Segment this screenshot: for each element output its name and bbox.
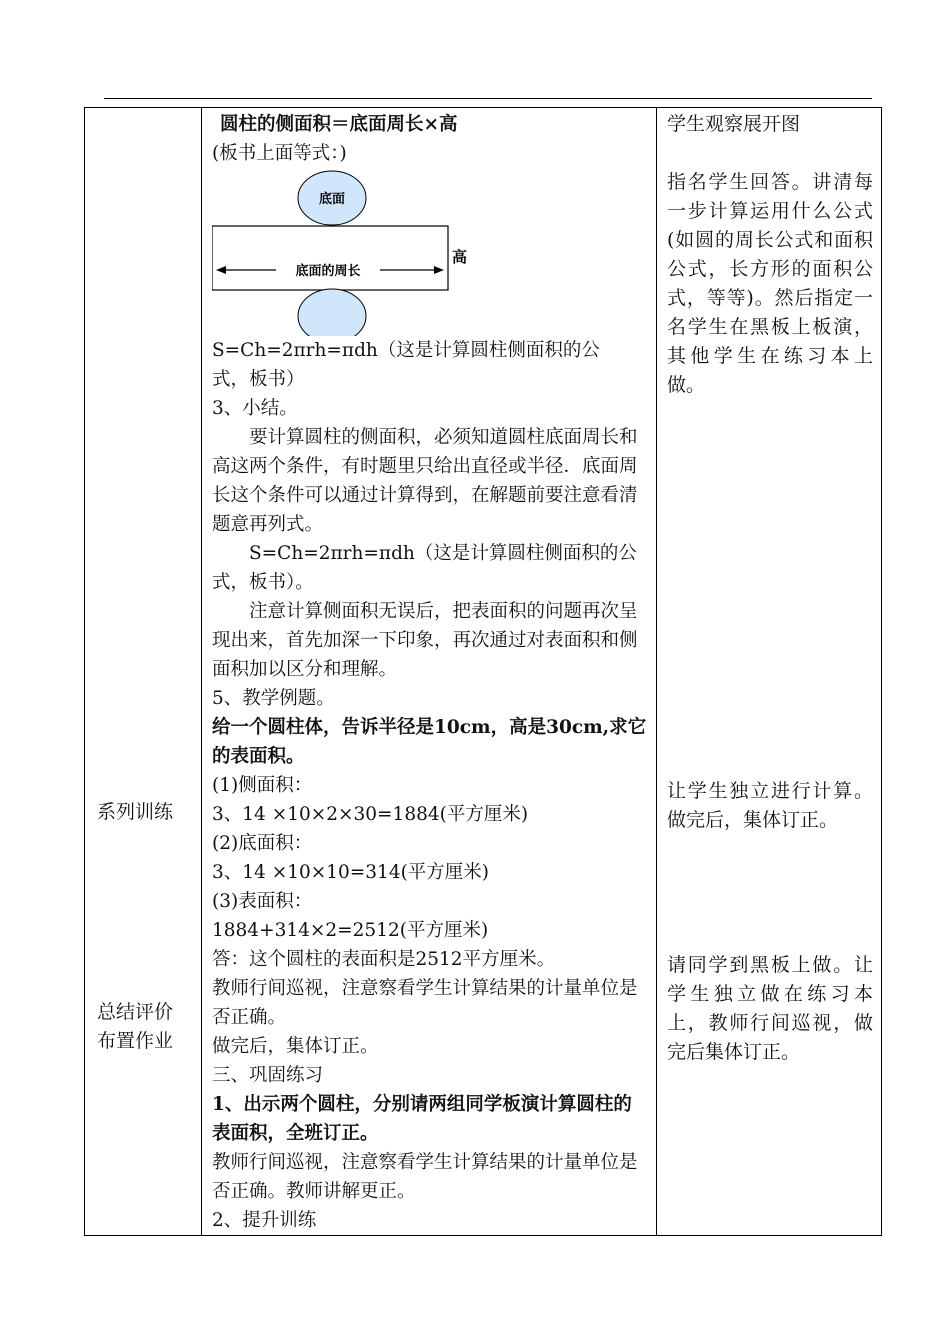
- summary-heading: 3、小结。: [212, 398, 298, 419]
- lesson-table: [84, 107, 882, 1236]
- activity-note-3: 让学生独立进行计算。做完后，集体订正。: [667, 780, 873, 831]
- activity-note-1: 学生观察展开图: [667, 113, 801, 135]
- stage-label-homework: 布置作业: [97, 1030, 174, 1052]
- activity-note-4: 请同学到黑板上做。让学生独立做在练习本上，教师行间巡视，做完后集体订正。: [667, 954, 873, 1063]
- cylinder-net-diagram: [212, 168, 648, 336]
- stage-label-summary: 总结评价: [97, 1001, 174, 1023]
- done-note: 做完后，集体订正。: [212, 1036, 379, 1057]
- section3-heading: 三、巩固练习: [212, 1065, 324, 1086]
- stage-column: [85, 108, 202, 1236]
- top-circle-label: 底面: [318, 192, 346, 207]
- formula-title: 圆柱的侧面积＝底面周长×高: [220, 114, 458, 135]
- table-row: [85, 108, 882, 1236]
- summary-paragraph-2: S=Ch=2πrh=πdh（这是计算圆柱侧面积的公式，板书）。: [212, 543, 637, 593]
- answer-line: 答：这个圆柱的表面积是2512平方厘米。: [212, 949, 556, 970]
- teaching-content-column: [202, 108, 657, 1236]
- height-label: 高: [452, 248, 468, 266]
- exercise-1: 1、出示两个圆柱，分别请两组同学板演计算圆柱的表面积，全班订正。: [212, 1094, 632, 1144]
- stage-label-training: 系列训练: [97, 801, 174, 823]
- step3-label: (3)表面积：: [212, 891, 313, 912]
- activity-note-2: 指名学生回答。讲清每一步计算运用什么公式(如圆的周长公式和面积公式，长方形的面积公式，等等)。然后指定一名学生在黑板上板演，其他学生在练习本上做。: [667, 171, 873, 396]
- rect-label: 底面的周长: [295, 264, 361, 279]
- summary-paragraph-3: 注意计算侧面积无误后，把表面积的问题再次呈现出来，首先加深一下印象，再次通过对表面积和侧面积加以区分和理解。: [212, 601, 638, 680]
- board-note: (板书上面等式：): [212, 143, 347, 164]
- summary-paragraph-1: 要计算圆柱的侧面积，必须知道圆柱底面周长和高这两个条件，有时题里只给出直径或半径．底面周长这个条件可以通过计算得到，在解题前要注意看清题意再列式。: [212, 427, 638, 535]
- step2-calc: 3、14 ×10×10=314(平方厘米): [212, 862, 490, 883]
- example-heading: 5、教学例题。: [212, 688, 335, 709]
- exercise-2: 2、提升训练: [212, 1210, 317, 1231]
- step1-label: (1)侧面积：: [212, 775, 313, 796]
- step2-label: (2)底面积：: [212, 833, 313, 854]
- step3-calc: 1884+314×2=2512(平方厘米): [212, 920, 489, 941]
- formula-line-1: S=Ch=2πrh=πdh（这是计算圆柱侧面积的公: [212, 340, 600, 361]
- student-activity-column: [657, 108, 882, 1236]
- header-rule: [104, 98, 872, 99]
- lateral-rectangle: [212, 226, 448, 290]
- formula-line-2: 式，板书）: [212, 369, 305, 390]
- bottom-base-circle: [298, 289, 366, 336]
- step1-calc: 3、14 ×10×2×30=1884(平方厘米): [212, 804, 529, 825]
- teacher-note-2: 教师行间巡视，注意察看学生计算结果的计量单位是否正确。教师讲解更正。: [212, 1152, 638, 1202]
- example-problem: 给一个圆柱体，告诉半径是10cm，高是30cm,求它的表面积。: [212, 717, 647, 767]
- teacher-note-1: 教师行间巡视，注意察看学生计算结果的计量单位是否正确。: [212, 978, 638, 1028]
